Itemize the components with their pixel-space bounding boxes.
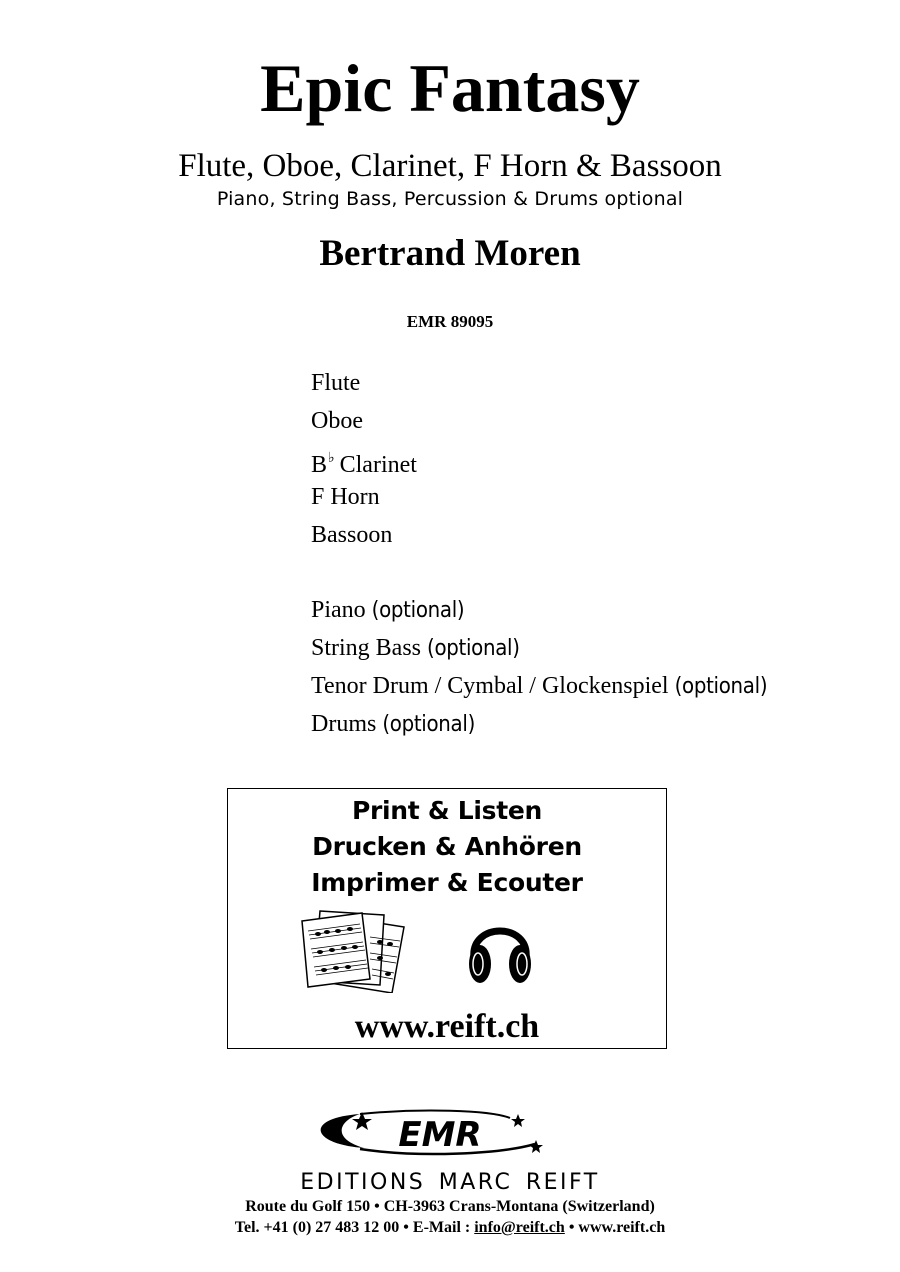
promo-line-english: Print & Listen — [351, 796, 543, 825]
instrument-name: F Horn — [311, 484, 380, 510]
publisher-address: Route du Golf 150 • CH-3963 Crans-Montana (Switzerland) — [245, 1198, 655, 1215]
composer-name: Bertrand Moren — [319, 233, 581, 274]
instrument-name: Piano — [311, 597, 366, 623]
email-link[interactable]: info@reift.ch — [474, 1219, 565, 1236]
contact-website: • www.reift.ch — [564, 1219, 666, 1236]
instrument-item — [311, 478, 767, 516]
sheet-music-icon — [300, 907, 412, 993]
flat-symbol: ♭ — [328, 451, 335, 466]
instrument-name: Drums — [311, 711, 377, 737]
optional-instrument-item — [311, 629, 767, 667]
instrument-item — [311, 516, 767, 554]
headphones-icon — [464, 912, 536, 988]
page-title: Epic Fantasy — [260, 50, 640, 126]
instrument-key: B — [311, 452, 328, 478]
optional-note: (optional) — [674, 674, 768, 699]
promo-line-german: Drucken & Anhören — [312, 832, 582, 861]
publisher-name: EDITIONS MARC REIFT — [300, 1170, 600, 1195]
instrumentation-subtitle: Flute, Oboe, Clarinet, F Horn & Bassoon — [178, 148, 722, 184]
contact-phone: Tel. +41 (0) 27 483 12 00 • E-Mail : — [234, 1219, 475, 1236]
optional-note: (optional) — [371, 598, 465, 623]
instrument-name: Flute — [311, 370, 361, 396]
publisher-contact — [0, 1218, 900, 1238]
instrument-item — [311, 402, 767, 440]
optional-instrument-item — [311, 667, 767, 705]
instrument-item — [311, 440, 767, 478]
optional-instrument-item — [311, 591, 767, 629]
print-listen-box — [227, 788, 667, 1049]
promo-line-french: Imprimer & Ecouter — [311, 868, 583, 897]
instrument-name: Bassoon — [311, 522, 393, 548]
catalog-number: EMR 89095 — [406, 312, 494, 331]
instrument-name: Tenor Drum / Cymbal / Glockenspiel — [311, 673, 669, 699]
promo-website[interactable]: www.reift.ch — [354, 1008, 540, 1045]
instrument-name: Clarinet — [339, 452, 417, 478]
optional-instrument-item — [311, 705, 767, 743]
instrument-item — [311, 364, 767, 402]
optional-note: (optional) — [382, 712, 476, 737]
emr-logo-text: EMR — [398, 1115, 482, 1155]
optional-instruments-line: Piano, String Bass, Percussion & Drums optional — [216, 188, 684, 210]
instrument-name: String Bass — [311, 635, 422, 661]
instrument-name: Oboe — [311, 408, 363, 434]
instrument-list — [311, 364, 767, 743]
emr-logo — [300, 1108, 600, 1168]
optional-note: (optional) — [427, 636, 520, 661]
